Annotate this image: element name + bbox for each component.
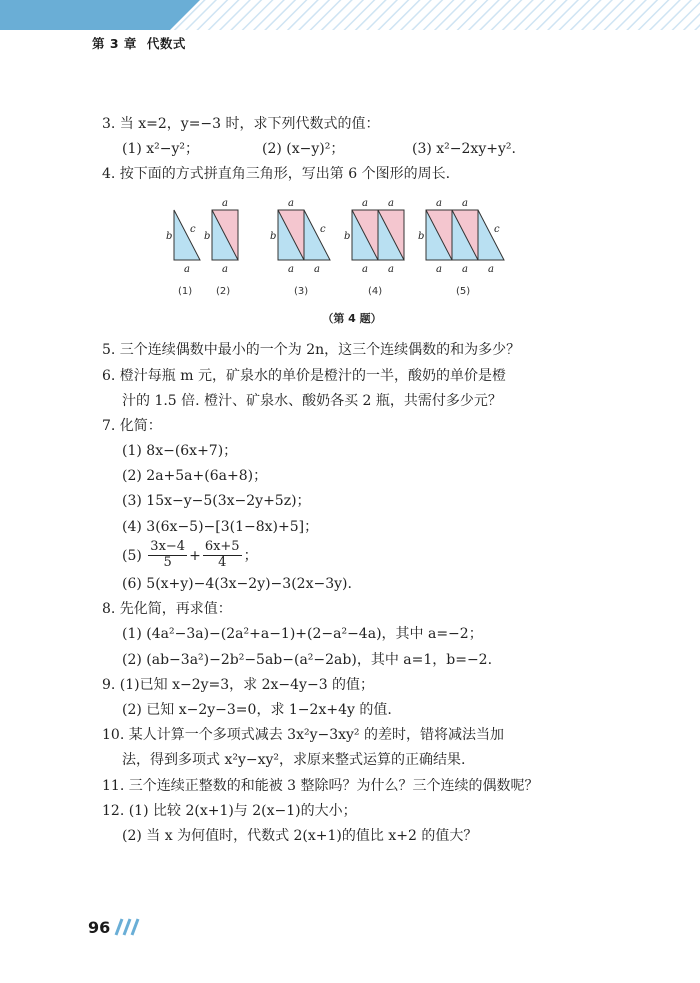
question-6-line-1: 6. 橙汁每瓶 m 元，矿泉水的单价是橙汁的一半，酸奶的单价是橙 — [102, 367, 506, 384]
fraction-2-numerator: 6x+5 — [204, 539, 240, 555]
question-8-sub-2: (2) (ab−3a²)−2b²−5ab−(a²−2ab)，其中 a=1，b=−2. — [122, 651, 493, 668]
question-7-sub-5 — [102, 540, 602, 572]
triangle-figure — [102, 192, 602, 307]
question-7-sub-6: (6) 5(x+y)−4(3x−2y)−3(2x−3y). — [122, 576, 352, 593]
question-12: 12. (1) 比较 2(x+1)与 2(x−1)的大小； — [102, 802, 357, 819]
header-blue-bar — [0, 0, 200, 30]
question-8: 8. 先化简，再求值： — [102, 601, 232, 618]
fig3-label-c: c — [320, 223, 326, 235]
question-8-sub-1: (1) (4a²−3a)−(2a²+a−1)+(2−a²−4a)，其中 a=−2； — [122, 626, 483, 643]
question-3-subs — [102, 137, 602, 162]
question-7-sub-2: (2) 2a+5a+(6a+8)； — [122, 468, 268, 485]
question-10-line-2: 法，得到多项式 x²y−xy²，求原来整式运算的正确结果. — [122, 752, 466, 769]
chapter-heading — [92, 34, 186, 52]
question-7-sub-5-label: (5) — [122, 547, 142, 564]
question-4: 4. 按下面的方式拼直角三角形，写出第 6 个图形的周长. — [102, 166, 451, 183]
fig4-label-a-t2: a — [388, 197, 394, 209]
exercise-list — [102, 112, 602, 849]
question-12-sub-2: (2) 当 x 为何值时，代数式 2(x+1)的值比 x+2 的值大？ — [122, 827, 478, 844]
fig4-label-a-t1: a — [362, 197, 368, 209]
question-7-sub-3: (3) 15x−y−5(3x−2y+5z)； — [122, 493, 311, 510]
question-5: 5. 三个连续偶数中最小的一个为 2n，这三个连续偶数的和为多少？ — [102, 342, 521, 359]
fig5-label-a-b1: a — [436, 263, 442, 275]
fraction-end: ； — [243, 547, 258, 564]
question-3: 3. 当 x=2，y=−3 时，求下列代数式的值： — [102, 116, 380, 132]
fraction-1 — [148, 540, 187, 571]
question-7-sub-1: (1) 8x−(6x+7)； — [122, 443, 238, 460]
fig5-label-a-t2: a — [462, 197, 468, 209]
chapter-label: 第 3 章 — [92, 36, 137, 51]
fig1-number: (1) — [178, 285, 193, 297]
fraction-1-numerator: 3x−4 — [150, 539, 186, 555]
fig3-label-b: b — [270, 230, 277, 242]
fraction-plus: + — [189, 547, 201, 564]
question-3-sub-3: (3) x²−2xy+y². — [412, 141, 516, 158]
fraction-1-denominator: 5 — [163, 555, 172, 571]
fig1-label-a: a — [184, 263, 190, 275]
fig5-number: (5) — [456, 285, 471, 297]
fig4-label-a-b1: a — [362, 263, 368, 275]
fig5-label-a-b3: a — [488, 263, 494, 275]
question-3-sub-1: (1) x²−y²； — [122, 141, 200, 158]
question-3-sub-2: (2) (x−y)²； — [262, 141, 345, 158]
question-7: 7. 化简： — [102, 417, 162, 434]
fig5-label-a-b2: a — [462, 263, 468, 275]
fig3-third-triangle — [304, 210, 330, 260]
fig5-label-a-t1: a — [436, 197, 442, 209]
fig3-label-a-b2: a — [314, 263, 320, 275]
fig1-label-b: b — [166, 230, 173, 242]
fig3-label-a-top: a — [288, 197, 294, 209]
fig1-triangle — [174, 210, 200, 260]
fig4-label-a-b2: a — [388, 263, 394, 275]
question-9: 9. (1)已知 x−2y=3，求 2x−4y−3 的值； — [102, 676, 375, 693]
fig4-number: (4) — [368, 285, 383, 297]
fraction-2-denominator: 4 — [218, 555, 227, 571]
fraction-2 — [203, 540, 242, 571]
fig2-label-a-bottom: a — [222, 263, 228, 275]
header-hatch — [170, 0, 700, 30]
page-number: 96 — [88, 918, 111, 937]
fig4-label-b: b — [344, 230, 351, 242]
fig5-label-c: c — [494, 223, 500, 235]
fig5-tri-3 — [478, 210, 504, 260]
fig3-number: (3) — [294, 285, 309, 297]
fig3-label-a-b1: a — [288, 263, 294, 275]
question-10-line-1: 10. 某人计算一个多项式减去 3x²y−3xy² 的差时，错将减法当加 — [102, 727, 504, 744]
question-6-line-2: 汁的 1.5 倍. 橙汁、矿泉水、酸奶各买 2 瓶，共需付多少元？ — [122, 392, 502, 409]
triangle-figure-svg — [102, 192, 602, 307]
fig2-label-b: b — [204, 230, 211, 242]
question-11: 11. 三个连续正整数的和能被 3 整除吗？为什么？三个连续的偶数呢？ — [102, 777, 539, 794]
chapter-title: 代数式 — [146, 36, 186, 51]
question-9-sub-2: (2) 已知 x−2y−3=0，求 1−2x+4y 的值. — [122, 701, 392, 718]
fig2-label-a-top: a — [222, 197, 228, 209]
question-7-sub-4: (4) 3(6x−5)−[3(1−8x)+5]； — [122, 518, 319, 535]
figure-caption: （第 4 题） — [322, 311, 382, 325]
fig5-label-b: b — [418, 230, 425, 242]
page-number-slashes — [112, 917, 142, 937]
fig2-number: (2) — [216, 285, 231, 297]
fig1-label-c: c — [190, 223, 196, 235]
